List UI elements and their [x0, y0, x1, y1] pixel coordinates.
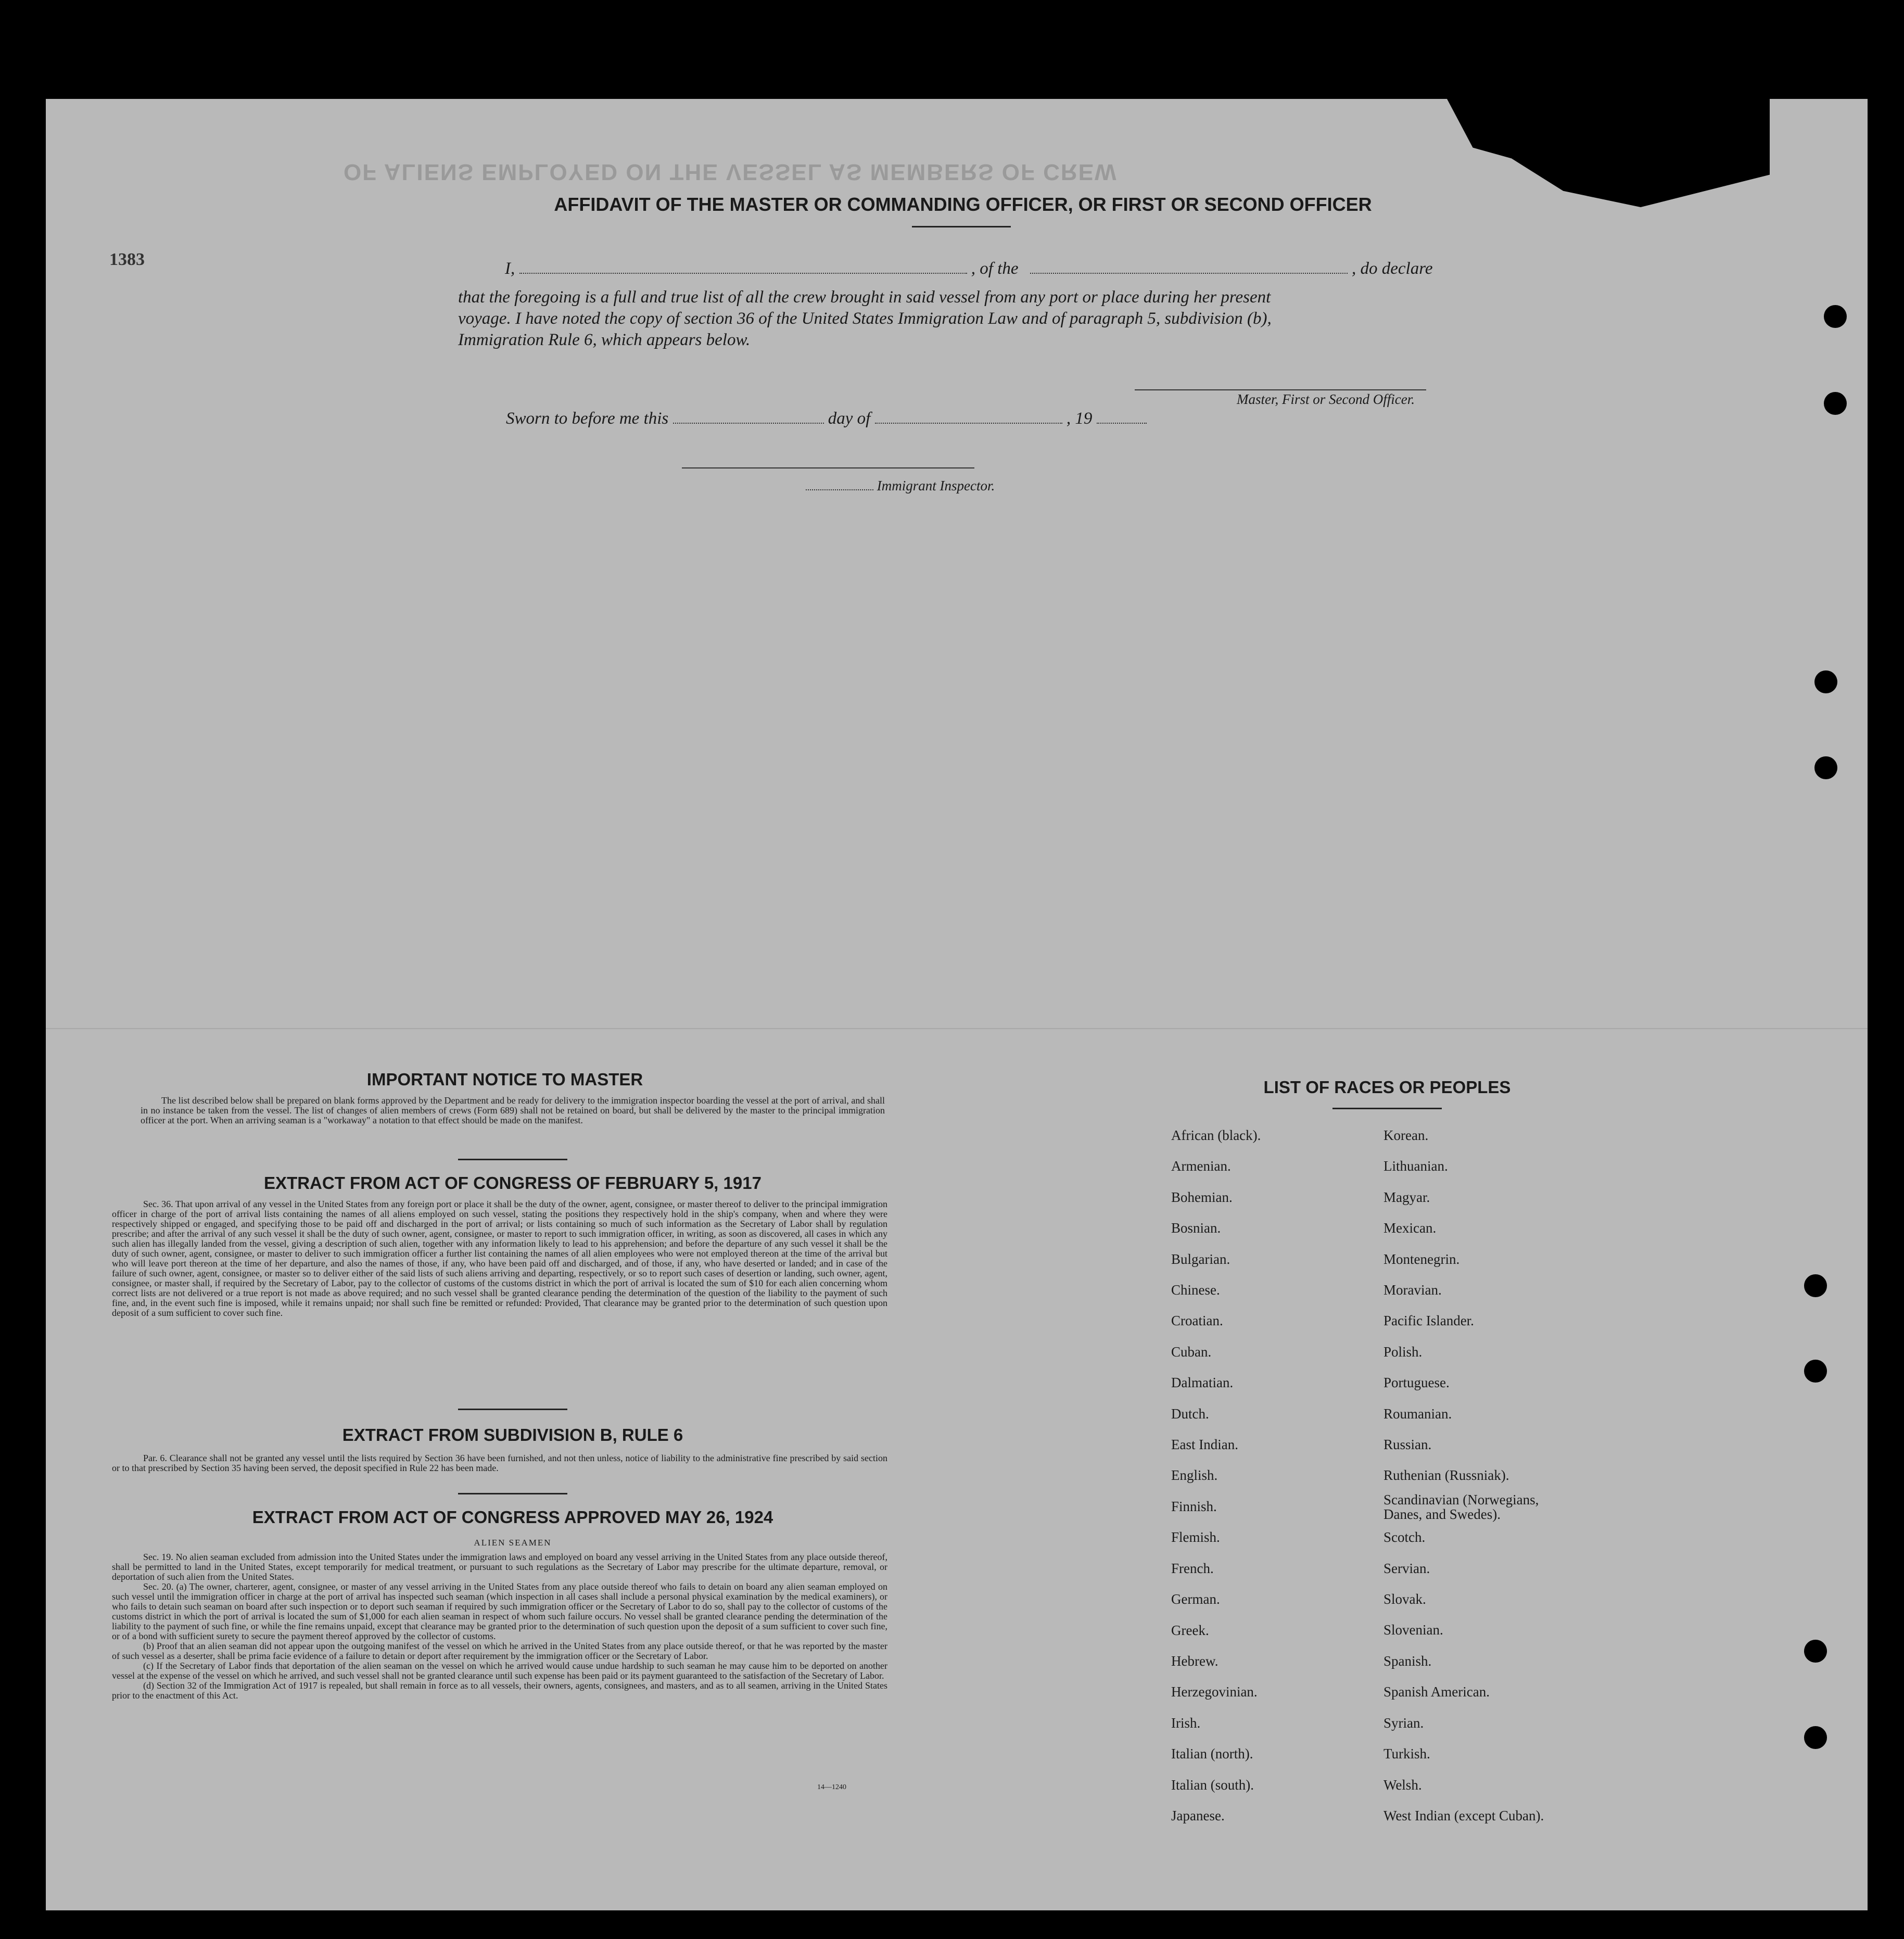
- rule6-rule: [458, 1493, 567, 1494]
- punch-hole: [1824, 392, 1847, 415]
- affidavit-line1: [458, 259, 1432, 278]
- handwritten-number: 1383: [109, 250, 145, 269]
- race-item: Finnish.: [1171, 1498, 1217, 1514]
- extract-1917-text: Sec. 36. That upon arrival of any vessel in the United States from any foreign port or place it shall be the duty of the owner, agent, consignee, or master thereof to deliver to the principal immigration officer in charge of the port of arrival lists containing the names of all aliens employed on such vessel, stating the positions they respectively hold in the ship's company, when and where they were respectively shipped or engaged, and specifying those to be paid off and discharged in the port of arrival; or lists containing so much of such information as the Secretary of Labor shall by regulation prescribe; and after the arrival of any such vessel it shall be the duty of such owner, agent, consignee, or master to report to such immigration officer, in writing, as soon as discovered, all cases in which any such alien has illegally landed from the vessel, giving a description of such alien, together with any information likely to lead to his apprehension; and before the departure of any such vessel it shall be the duty of such owner, agent, consignee, or master to deliver to such immigration officer a further list containing the names of all alien employees who were not employed thereon at the time of the arrival but who will leave port thereon at the time of her departure, and also the names of those, if any, who have been paid off and discharged, and of those, if any, who have deserted or landed; and in case of the failure of such owner, agent, consignee, or master so to deliver either of the said lists of such aliens arriving and departing, respectively, or so to report such cases of desertion or landing, such owner, agent, consignee, or master shall, if required by the Secretary of Labor, pay to the collector of customs of the customs district in which the port of arrival is located the sum of $10 for each alien concerning whom correct lists are not delivered or a true report is not made as above required; and no such vessel shall be granted clearance pending the determination of the question of the liability to the payment of such fine, and, in the event such fine is imposed, while it remains unpaid; nor shall such fine be remitted or refunded: Provided, That clearance may be granted prior to the determination of such question upon deposit of a sum sufficient to cover such fine.: [112, 1199, 887, 1318]
- punch-hole: [1804, 1360, 1827, 1383]
- sworn-year: , 19: [1066, 409, 1093, 428]
- race-item: Scandinavian (Norwegians, Danes, and Swedes).: [1383, 1491, 1539, 1522]
- sworn-line: [506, 409, 1147, 428]
- race-item: Lithuanian.: [1383, 1158, 1448, 1174]
- race-item: Russian.: [1383, 1437, 1432, 1453]
- inspector-signature-line[interactable]: [682, 467, 974, 468]
- race-item: Scotch.: [1383, 1529, 1426, 1545]
- race-item: West Indian (except Cuban).: [1383, 1807, 1544, 1823]
- master-signature-line[interactable]: [1135, 389, 1426, 390]
- sworn-year-blank[interactable]: [1097, 423, 1147, 424]
- affidavit-of-the: , of the: [971, 259, 1019, 278]
- race-item: Korean.: [1383, 1127, 1429, 1143]
- race-item: Cuban.: [1171, 1344, 1212, 1360]
- sworn-day-blank[interactable]: [673, 423, 824, 424]
- race-item: Italian (south).: [1171, 1777, 1254, 1793]
- extract-1917-body: [112, 1199, 887, 1318]
- notice-text: The list described below shall be prepared on blank forms approved by the Department and be ready for delivery to the immigration inspector boarding the vessel at the port of arrival, and shall in no instance be taken from the vessel. The list of changes of alien members of crews (Form 689) shall not be retained on board, but shall be delivered by the master to the principal immigration officer at the port. When an arriving seaman is a "workaway" a notation to that effect should be made on the manifest.: [141, 1095, 885, 1125]
- race-item: Bosnian.: [1171, 1220, 1221, 1236]
- affidavit-line2: that the foregoing is a full and true list of all the crew brought in said vessel from any port or place during her present: [458, 288, 1271, 307]
- race-item: Syrian.: [1383, 1715, 1424, 1731]
- races-title: LIST OF RACES OR PEOPLES: [1263, 1078, 1511, 1097]
- rule6-body: [112, 1453, 887, 1473]
- sworn-day-of: day of: [828, 409, 871, 428]
- race-item: African (black).: [1171, 1127, 1261, 1143]
- race-item: Bohemian.: [1171, 1189, 1233, 1205]
- race-item: Irish.: [1171, 1715, 1201, 1731]
- notice-title: IMPORTANT NOTICE TO MASTER: [366, 1070, 643, 1089]
- race-item: Greek.: [1171, 1622, 1209, 1638]
- punch-hole: [1594, 129, 1617, 152]
- act-1924-sec20b: (b) Proof that an alien seaman did not appear upon the outgoing manifest of the vessel on which he arrived in the United States from any place outside thereof, or that he was reported by the master of such vessel as a deserter, shall be prima facie evidence of a failure to detain or deport after requirement by the immigration officer or the Secretary of Labor.: [112, 1641, 887, 1661]
- inspector-line: [806, 478, 995, 494]
- extract-1917-rule: [458, 1409, 567, 1410]
- punch-hole: [1814, 670, 1837, 693]
- race-item: Roumanian.: [1383, 1405, 1452, 1422]
- race-item: Montenegrin.: [1383, 1251, 1460, 1267]
- race-item: Italian (north).: [1171, 1746, 1253, 1762]
- race-item: Slovak.: [1383, 1591, 1426, 1607]
- race-item: German.: [1171, 1591, 1220, 1607]
- race-item: Turkish.: [1383, 1746, 1430, 1762]
- sworn-prefix: Sworn to before me this: [506, 409, 669, 428]
- punch-hole: [1804, 1726, 1827, 1749]
- races-rule: [1332, 1108, 1442, 1109]
- race-item: Magyar.: [1383, 1189, 1430, 1205]
- race-item: Japanese.: [1171, 1807, 1225, 1823]
- master-signature-label: Master, First or Second Officer.: [1237, 391, 1415, 407]
- extract-1917-title: EXTRACT FROM ACT OF CONGRESS OF FEBRUARY 5, 1917: [264, 1173, 761, 1193]
- bleed-through-heading: OF ALIENS EMPLOYED ON THE VESSEL AS MEMBERS OF CREW: [344, 159, 1118, 185]
- name-blank[interactable]: [519, 273, 967, 274]
- act-1924-body: [112, 1552, 887, 1701]
- race-item: Dutch.: [1171, 1405, 1209, 1422]
- act-1924-title: EXTRACT FROM ACT OF CONGRESS APPROVED MAY 26, 1924: [252, 1507, 773, 1527]
- race-item: English.: [1171, 1467, 1218, 1484]
- race-item: Servian.: [1383, 1560, 1430, 1576]
- punch-hole: [1824, 305, 1847, 328]
- races-right-column: [1383, 1120, 1571, 1831]
- race-item: Pacific Islander.: [1383, 1313, 1474, 1329]
- inspector-blank[interactable]: [806, 489, 873, 490]
- inspector-label: Immigrant Inspector.: [877, 478, 995, 493]
- race-item: Ruthenian (Russniak).: [1383, 1467, 1509, 1484]
- punch-hole: [1804, 1640, 1827, 1663]
- race-item: Flemish.: [1171, 1529, 1220, 1545]
- act-1924-subtitle: ALIEN SEAMEN: [474, 1538, 552, 1548]
- race-item: Mexican.: [1383, 1220, 1437, 1236]
- affidavit-title: AFFIDAVIT OF THE MASTER OR COMMANDING OFFICER, OR FIRST OR SECOND OFFICER: [554, 194, 1372, 215]
- race-item: Armenian.: [1171, 1158, 1231, 1174]
- race-item: Bulgarian.: [1171, 1251, 1230, 1267]
- punch-hole: [1804, 1274, 1827, 1297]
- act-1924-sec19: Sec. 19. No alien seaman excluded from admission into the United States under the immigration laws and employed on board any vessel arriving in the United States from any place outside thereof, shall be permitted to land in the United States, except temporarily for medical treatment, or pursuant to such regulations as the Secretary of Labor may prescribe for the ultimate departure, removal, or deportation of such alien from the United States.: [112, 1552, 887, 1582]
- rule6-title: EXTRACT FROM SUBDIVISION B, RULE 6: [342, 1425, 683, 1444]
- race-item: Spanish American.: [1383, 1684, 1490, 1700]
- affidavit-line3: voyage. I have noted the copy of section 36 of the United States Immigration Law and of paragraph 5, subdivision (b),: [458, 309, 1272, 328]
- affidavit-i: I,: [505, 259, 515, 278]
- race-item: Croatian.: [1171, 1313, 1223, 1329]
- vessel-blank[interactable]: [1030, 273, 1348, 274]
- race-item: Spanish.: [1383, 1653, 1432, 1669]
- sworn-month-blank[interactable]: [875, 423, 1062, 424]
- punch-hole: [1814, 756, 1837, 779]
- affidavit-do-declare: , do declare: [1351, 259, 1433, 278]
- races-left-column: [1171, 1120, 1261, 1831]
- race-item: French.: [1171, 1560, 1214, 1576]
- fold-crease: [46, 1028, 1868, 1029]
- rule6-text: Par. 6. Clearance shall not be granted any vessel until the lists required by Section 36 have been furnished, and not then unless, notice of liability to the administrative fine prescribed by said section or to that prescribed by Section 35 having been served, the deposit specified in Rule 22 has been made.: [112, 1453, 887, 1473]
- race-item: Chinese.: [1171, 1282, 1220, 1298]
- race-item: Hebrew.: [1171, 1653, 1218, 1669]
- notice-rule: [458, 1159, 567, 1160]
- race-item: Dalmatian.: [1171, 1375, 1234, 1391]
- race-item: Portuguese.: [1383, 1375, 1450, 1391]
- race-item: Polish.: [1383, 1344, 1423, 1360]
- act-1924-sec20c: (c) If the Secretary of Labor finds that deportation of the alien seaman on the vessel on which he arrived would cause undue hardship to such seaman he may cause him to be deported on another vessel at the expense of the vessel on which he arrived, and such vessel shall not be granted clearance until such expense has been paid or its payment guaranteed to the satisfaction of the Secretary of Labor.: [112, 1661, 887, 1681]
- act-1924-sec20a: Sec. 20. (a) The owner, charterer, agent, consignee, or master of any vessel arriving in the United States from any place outside thereof who fails to detain on board any alien seaman employed on such vessel until the immigration officer in charge at the port of arrival has inspected such seaman (which inspection in all cases shall include a personal physical examination by the medical examiners), or who fails to detain such seaman on board after such inspection or to deport such seaman if required by such immigration officer or the Secretary of Labor to do so, shall pay to the collector of customs of the customs district in which the port of arrival is located the sum of $1,000 for each alien seaman in respect of whom such failure occurs. No vessel shall be granted clearance pending the determination of the liability to the payment of such fine, or while the fine remains unpaid, except that clearance may be granted prior to the determination of such question upon the deposit of a sum sufficient to cover such fine, or of a bond with sufficient surety to secure the payment thereof approved by the collector of customs.: [112, 1581, 887, 1641]
- notice-body: [141, 1096, 885, 1125]
- form-number: 14—1240: [817, 1783, 846, 1791]
- race-item: Herzegovinian.: [1171, 1684, 1258, 1700]
- race-item: Moravian.: [1383, 1282, 1442, 1298]
- title-rule: [912, 226, 1011, 227]
- race-item: East Indian.: [1171, 1437, 1238, 1453]
- act-1924-sec20d: (d) Section 32 of the Immigration Act of 1917 is repealed, but shall remain in force as to all vessels, their owners, agents, consignees, and masters, and as to all seamen, arriving in the United States prior to the enactment of this Act.: [112, 1680, 887, 1701]
- affidavit-line4: Immigration Rule 6, which appears below.: [458, 331, 751, 349]
- race-item: Slovenian.: [1383, 1622, 1443, 1638]
- race-item: Welsh.: [1383, 1777, 1422, 1793]
